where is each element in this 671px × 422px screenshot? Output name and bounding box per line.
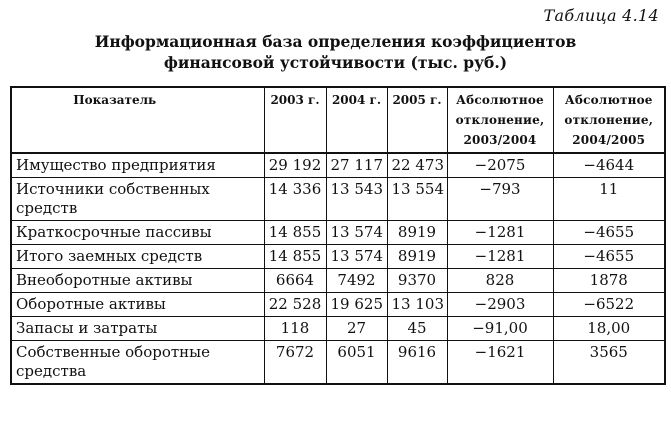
cell-y2004: 19 625	[326, 293, 387, 317]
table-row	[11, 293, 665, 317]
cell-y2004: 13 574	[326, 245, 387, 269]
row-indicator-name-line: средства	[16, 362, 87, 380]
cell-y2004: 13 543	[326, 178, 387, 221]
table-row	[11, 153, 665, 178]
cell-y2005: 13 554	[387, 178, 447, 221]
cell-dev1: −1281	[447, 221, 553, 245]
cell-y2004: 27 117	[326, 153, 387, 178]
table-row	[11, 317, 665, 341]
header-dev1-line-1: Абсолютное	[456, 93, 544, 107]
table-row	[11, 341, 665, 385]
cell-y2003: 118	[264, 317, 326, 341]
cell-dev1: −793	[447, 178, 553, 221]
row-indicator-name-line: Внеоборотные активы	[16, 271, 193, 289]
cell-y2003: 29 192	[264, 153, 326, 178]
row-indicator-name	[11, 245, 264, 269]
table-number: Таблица 4.14	[543, 6, 659, 25]
header-deviation-2004-2005	[553, 87, 665, 153]
table-row	[11, 178, 665, 221]
header-dev2-line-1: Абсолютное	[564, 93, 653, 107]
table-row	[11, 221, 665, 245]
row-indicator-name-line: средств	[16, 199, 78, 217]
cell-dev1: −2903	[447, 293, 553, 317]
cell-y2004: 13 574	[326, 221, 387, 245]
cell-y2005: 45	[387, 317, 447, 341]
row-indicator-name-line: Итого заемных средств	[16, 247, 203, 265]
header-dev2-line-3: 2004/2005	[572, 133, 646, 147]
header-dev1-line-3: 2003/2004	[463, 133, 537, 147]
table-header	[11, 87, 665, 153]
table-title-line-2: финансовой устойчивости (тыс. руб.)	[163, 53, 508, 72]
header-deviation-2003-2004	[447, 87, 553, 153]
cell-y2005: 13 103	[387, 293, 447, 317]
cell-y2005: 8919	[387, 221, 447, 245]
cell-dev2: 18,00	[553, 317, 665, 341]
header-2005: 2005 г.	[387, 87, 447, 153]
header-2004: 2004 г.	[326, 87, 387, 153]
cell-dev2: −4655	[553, 221, 665, 245]
cell-y2005: 9616	[387, 341, 447, 385]
cell-dev1: −91,00	[447, 317, 553, 341]
header-row	[11, 87, 665, 153]
header-dev1-line-2: отклонение,	[455, 113, 545, 127]
cell-dev2: 3565	[553, 341, 665, 385]
row-indicator-name	[11, 341, 264, 385]
table-title	[0, 31, 671, 73]
cell-y2005: 22 473	[387, 153, 447, 178]
cell-y2003: 14 336	[264, 178, 326, 221]
row-indicator-name	[11, 178, 264, 221]
cell-y2004: 6051	[326, 341, 387, 385]
header-indicator: Показатель	[11, 87, 264, 153]
cell-y2003: 22 528	[264, 293, 326, 317]
header-2003: 2003 г.	[264, 87, 326, 153]
cell-y2005: 9370	[387, 269, 447, 293]
cell-y2003: 14 855	[264, 221, 326, 245]
cell-dev2: 11	[553, 178, 665, 221]
table-row	[11, 269, 665, 293]
cell-y2003: 7672	[264, 341, 326, 385]
table-title-line-1: Информационная база определения коэффициентов	[94, 32, 577, 51]
row-indicator-name	[11, 293, 264, 317]
financial-stability-table	[10, 86, 666, 385]
cell-dev1: −2075	[447, 153, 553, 178]
row-indicator-name	[11, 221, 264, 245]
cell-y2005: 8919	[387, 245, 447, 269]
cell-dev1: 828	[447, 269, 553, 293]
cell-dev2: −4644	[553, 153, 665, 178]
row-indicator-name	[11, 153, 264, 178]
cell-dev2: −6522	[553, 293, 665, 317]
row-indicator-name-line: Собственные оборотные	[16, 343, 210, 361]
row-indicator-name-line: Краткосрочные пассивы	[16, 223, 212, 241]
cell-dev2: −4655	[553, 245, 665, 269]
row-indicator-name-line: Имущество предприятия	[16, 156, 216, 174]
cell-y2003: 14 855	[264, 245, 326, 269]
cell-dev1: −1621	[447, 341, 553, 385]
row-indicator-name-line: Источники собственных	[16, 180, 210, 198]
row-indicator-name-line: Запасы и затраты	[16, 319, 158, 337]
cell-y2004: 27	[326, 317, 387, 341]
row-indicator-name-line: Оборотные активы	[16, 295, 166, 313]
row-indicator-name	[11, 317, 264, 341]
cell-y2004: 7492	[326, 269, 387, 293]
header-dev2-line-2: отклонение,	[564, 113, 654, 127]
row-indicator-name	[11, 269, 264, 293]
cell-dev1: −1281	[447, 245, 553, 269]
table-body	[11, 153, 665, 384]
cell-dev2: 1878	[553, 269, 665, 293]
table-row	[11, 245, 665, 269]
cell-y2003: 6664	[264, 269, 326, 293]
